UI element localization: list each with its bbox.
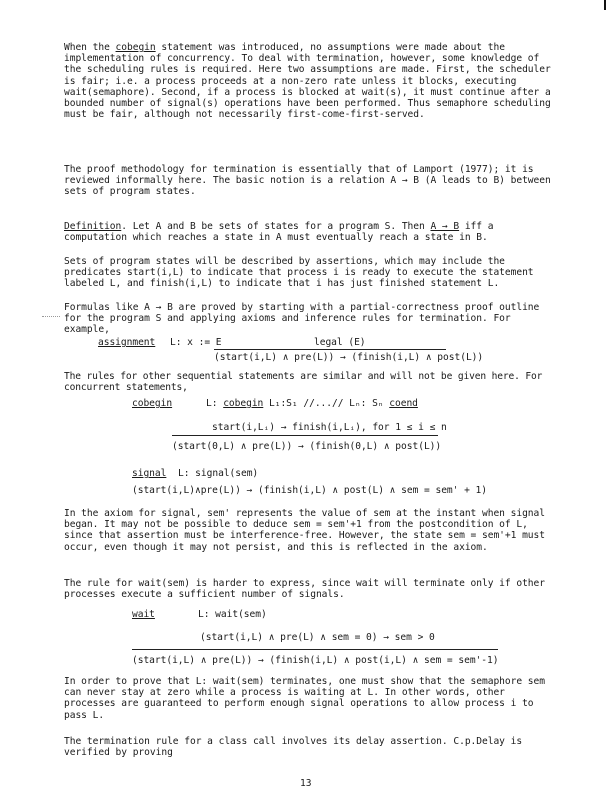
paragraph-methodology: The proof methodology for termination is essentially that of Lamport (1977); it is reviewed informally here. The basic notion is a relation A → B (A leads to B) between sets of program states. <box>64 164 551 198</box>
inference-line <box>214 349 446 350</box>
inference-line <box>172 435 438 436</box>
signal-statement: L: signal(sem) <box>178 468 259 479</box>
paragraph-signal-axiom: In the axiom for signal, sem' represents the value of sem at the instant when signal began. It may not be possible to deduce sem = sem'+1 from the postcondition of L, since that assertion must be interference-free. However, the state sem = sem'+1 must occur, even though it may not persist, and this is reflected in the axiom. <box>64 508 545 553</box>
paragraph-definition <box>64 221 554 243</box>
leads-to-relation: A → B <box>430 221 460 232</box>
paragraph-text: . Let A and B be sets of states for a program S. Then <box>121 221 431 232</box>
paragraph-formulas: Formulas like A → B are proved by starting with a partial-correctness proof outline for the program S and applying axioms and inference rules for termination. For example, <box>64 302 540 336</box>
cobegin-premise: start(i,Lᵢ) → finish(i,Lᵢ), for 1 ≤ i ≤ n <box>212 422 447 433</box>
assignment-premise: legal (E) <box>314 337 366 348</box>
cobegin-conclusion: (start(0,L) ∧ pre(L)) → (finish(0,L) ∧ post(L)) <box>172 441 442 452</box>
rule-name-signal: signal <box>132 468 167 479</box>
paragraph-class-call: The termination rule for a class call involves its delay assertion. C.p.Delay is verified by proving <box>64 736 523 759</box>
statement-label: L: <box>206 398 224 409</box>
wait-premise: (start(i,L) ∧ pre(L) ∧ sem = 0) → sem > 0 <box>200 632 435 643</box>
paragraph-predicates: Sets of program states will be described by assertions, which may include the predicates start(i,L) to indicate that process i is ready to execute the statement labeled L, and finish(i,L) to indicate that i has just finished statement L. <box>64 256 534 290</box>
cobegin-statement <box>206 398 418 409</box>
paragraph-other-rules: The rules for other sequential statements are similar and will not be given here. For concurrent statements, <box>64 371 543 394</box>
keyword-cobegin: cobegin <box>223 398 264 409</box>
paragraph-text: statement was introduced, no assumptions were made about the implementation of concurrency. To deal with termination, however, some knowledge of the scheduling rules is required. Here two assumptions are made. First, the scheduler is fair; i.e. a process proceeds at a non-zero rate unless it blocks, executing wait(semaphore). Second, if a process is blocked at wait(s), it must continue after a bounded number of signal(s) operations have been performed. Thus semaphore scheduling must be fair, although not necessarily first-come-first-served. <box>64 42 551 121</box>
rule-name-assignment: assignment <box>98 337 156 348</box>
statement-body: L₁:S₁ //...// Lₙ: Sₙ <box>263 398 390 409</box>
paragraph-scheduling <box>64 42 554 120</box>
paragraph-wait: The rule for wait(sem) is harder to express, since wait will terminate only if other processes execute a sufficient number of signals. <box>64 578 545 601</box>
margin-dash <box>42 316 60 317</box>
keyword-coend: coend <box>389 398 418 409</box>
assignment-conclusion: (start(i,L) ∧ pre(L)) → (finish(i,L) ∧ post(L)) <box>214 352 484 363</box>
corner-mark <box>604 0 606 10</box>
paragraph-text: When the <box>64 42 116 53</box>
definition-term: Definition <box>64 221 122 232</box>
wait-conclusion: (start(i,L) ∧ pre(L)) → (finish(i,L) ∧ post(i,L) ∧ sem = sem'-1) <box>132 655 499 666</box>
signal-axiom: (start(i,L)∧pre(L)) → (finish(i,L) ∧ post(L) ∧ sem = sem' + 1) <box>132 485 488 496</box>
inference-line <box>132 649 498 650</box>
paragraph-wait-proof: In order to prove that L: wait(sem) terminates, one must show that the semaphore sem can never stay at zero while a process is waiting at L. In other words, other processes are guaranteed to perform enough signal operations to allow process i to pass L. <box>64 676 545 721</box>
wait-statement: L: wait(sem) <box>198 609 267 620</box>
page-number: 13 <box>300 778 312 789</box>
paragraph-text: iff a computation which reaches a state in A must eventually reach a state in B. <box>64 221 494 244</box>
rule-name-wait: wait <box>132 609 155 620</box>
assignment-statement: L: x := E <box>170 337 222 348</box>
keyword-cobegin: cobegin <box>115 42 156 53</box>
rule-name-cobegin: cobegin <box>132 398 173 409</box>
